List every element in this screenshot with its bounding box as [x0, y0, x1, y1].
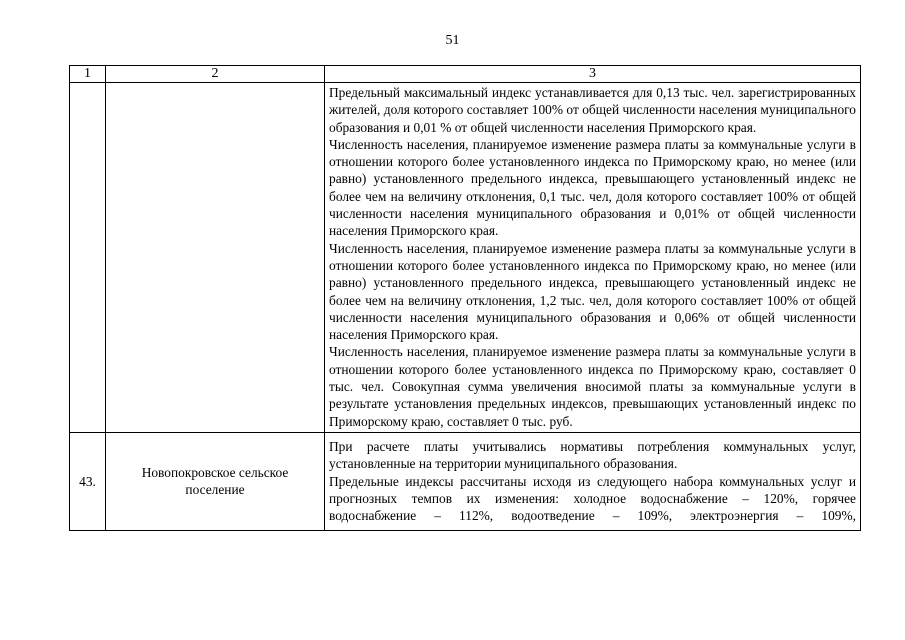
- header-col-3: 3: [325, 66, 861, 83]
- description-cell: [325, 83, 861, 433]
- description-paragraph: Предельный максимальный индекс устанавливается для 0,13 тыс. чел. зарегистрированных жителей, доля которого составляет 100% от общей численности населения муниципального образования и 0,01 % от общей численности населения Приморского края.: [329, 85, 856, 135]
- document-table: [69, 65, 861, 531]
- row-number-cell: 43.: [70, 432, 106, 530]
- municipality-name-cell: [106, 83, 325, 433]
- description-paragraph: Численность населения, планируемое изменение размера платы за коммунальные услуги в отношении которого более установленного индекса по Приморскому краю, составляет 0 тыс. чел. Совокупная сумма увеличения вносимой платы за коммунальные услуги в результате установления предельных индексов, превышающих установленный индекс по Приморскому краю, составляет 0 тыс. руб.: [329, 344, 856, 429]
- description-paragraph: При расчете платы учитывались нормативы потребления коммунальных услуг, установленные на территории муниципального образования.: [329, 438, 856, 472]
- row-number-cell: [70, 83, 106, 433]
- header-col-1: 1: [70, 66, 106, 83]
- page-number: 51: [445, 33, 460, 48]
- description-cell: [325, 432, 861, 530]
- municipality-name-cell: Новопокровское сельское поселение: [106, 432, 325, 530]
- table-row: [70, 432, 861, 530]
- table-header-row: [70, 66, 861, 83]
- header-col-2: 2: [106, 66, 325, 83]
- table-row: [70, 83, 861, 433]
- description-paragraph: Численность населения, планируемое изменение размера платы за коммунальные услуги в отношении которого более установленного индекса по Приморскому краю, но менее (или равно) установленного предельного индекса, превышающего установленный индекс не более чем на величину отклонения, 0,1 тыс. чел, доля которого составляет 100% от общей численности населения муниципального образования и 0,01% от общей численности населения Приморского края.: [329, 136, 856, 239]
- description-paragraph: Предельные индексы рассчитаны исходя из следующего набора коммунальных услуг и прогнозных темпов их изменения: холодное водоснабжение – 120%, горячее водоснабжение – 112%, водоотведение – 109%, электроэнергия – 109%,: [329, 473, 856, 524]
- description-paragraph: Численность населения, планируемое изменение размера платы за коммунальные услуги в отношении которого более установленного индекса по Приморскому краю, но менее (или равно) установленного предельного индекса, превышающего установленный индекс не более чем на величину отклонения, 1,2 тыс. чел, доля которого составляет 100% от общей численности населения муниципального образования и 0,06% от общей численности населения Приморского края.: [329, 240, 856, 343]
